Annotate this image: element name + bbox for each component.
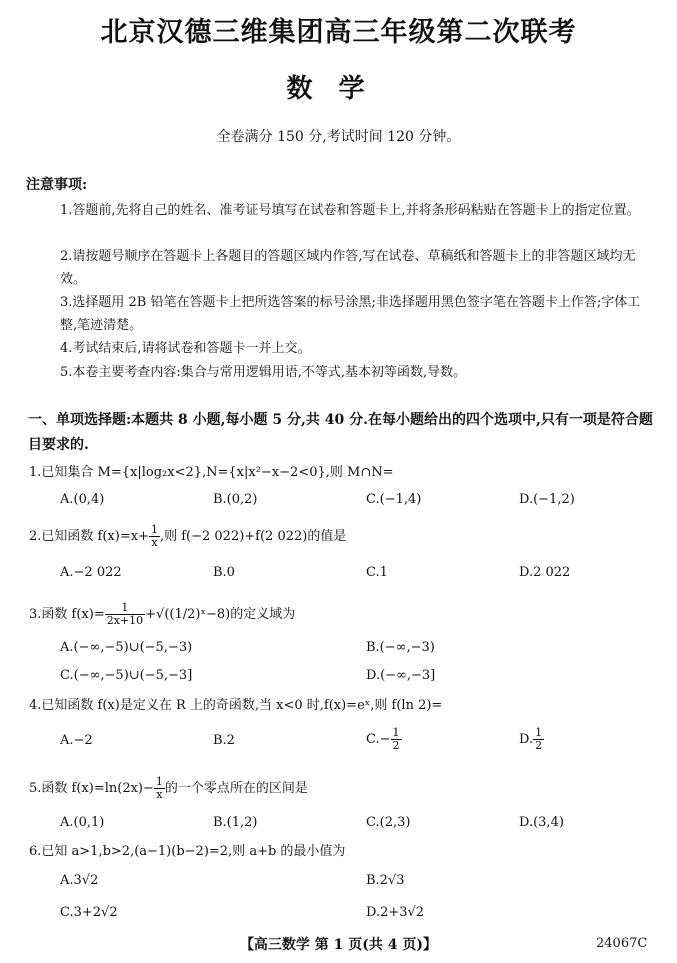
q2-numerator: 1: [150, 523, 158, 536]
q5-numerator: 1: [155, 775, 163, 788]
q1-option-a: A.(0,4): [60, 492, 105, 507]
q4-d-numerator: 1: [535, 726, 543, 739]
q3-option-a: A.(−∞,−5)∪(−5,−3): [60, 640, 193, 655]
q4-d-denominator: 2: [535, 739, 543, 752]
q4-option-a: A.−2: [60, 733, 93, 748]
note-item: 4.考试结束后,请将试卷和答题卡一并上交。: [60, 341, 311, 356]
q5-stem-part: 的一个零点所在的区间是: [164, 781, 308, 796]
q4-option-c: [366, 727, 402, 752]
section-heading: 一、单项选择题:本题共 8 小题,每小题 5 分,共 40 分.在每小题给出的四个选项中,只有一项是符合题目要求的.: [28, 412, 653, 453]
q2-option-d: D.2 022: [519, 565, 571, 580]
q2-option-b: B.0: [213, 565, 235, 580]
q5-fraction: [154, 776, 165, 801]
q2-fraction: [149, 524, 160, 549]
q4-option-b: B.2: [213, 733, 235, 748]
question-6-stem: 6.已知 a>1,b>2,(a−1)(b−2)=2,则 a+b 的最小值为: [29, 844, 346, 859]
q6-option-d: D.2+3√2: [366, 905, 425, 920]
q4-option-d-fraction: [533, 727, 544, 752]
q3-denominator: 2x+10: [106, 614, 144, 627]
q3-numerator: 1: [105, 602, 145, 615]
q4-c-denominator: 2: [392, 739, 400, 752]
exam-title: 北京汉德三维集团高三年级第二次联考: [100, 17, 577, 48]
q3-option-b: B.(−∞,−3): [366, 640, 435, 655]
q4-option-d-label: D.: [519, 732, 534, 747]
q1-option-b: B.(0,2): [213, 492, 258, 507]
q5-option-b: B.(1,2): [213, 815, 258, 830]
q6-option-c: C.3+2√2: [60, 905, 118, 920]
question-2-stem: [29, 524, 649, 549]
q4-option-c-label: C.−: [366, 732, 391, 747]
page-footer: 【高三数学 第 1 页(共 4 页)】: [239, 937, 438, 953]
note-item: 1.答题前,先将自己的姓名、准考证号填写在试卷和答题卡上,并将条形码粘贴在答题卡上的指定位置。: [60, 203, 640, 218]
q2-option-c: C.1: [366, 565, 388, 580]
q4-option-c-fraction: [391, 727, 402, 752]
q4-option-d: [519, 727, 544, 752]
notes-heading: 注意事项:: [26, 177, 88, 193]
q2-option-a: A.−2 022: [60, 565, 122, 580]
q3-radical: +√((1/2)ˣ−8): [145, 607, 231, 622]
q2-stem-part: ,则 f(−2 022)+f(2 022)的值是: [159, 529, 347, 544]
q3-fraction: [105, 602, 145, 627]
q6-option-b: B.2√3: [366, 873, 405, 888]
question-4-stem: 4.已知函数 f(x)是定义在 R 上的奇函数,当 x<0 时,f(x)=eˣ,则 f(ln 2)=: [29, 698, 443, 713]
question-5-stem: [29, 776, 649, 801]
q5-stem-part: 5.函数 f(x)=ln(2x)−: [29, 781, 154, 796]
q2-stem-part: 2.已知函数 f(x)=x+: [29, 529, 149, 544]
q5-denominator: x: [156, 788, 163, 801]
subject-title: 数学: [286, 74, 391, 104]
question-3-stem: [29, 602, 649, 627]
q5-option-a: A.(0,1): [60, 815, 105, 830]
q5-option-d: D.(3,4): [519, 815, 564, 830]
note-item: 5.本卷主要考查内容:集合与常用逻辑用语,不等式,基本初等函数,导数。: [60, 365, 467, 380]
note-item: 2.请按题号顺序在答题卡上各题目的答题区域内作答,写在试卷、草稿纸和答题卡上的非答题区域均无效。: [60, 249, 636, 287]
q4-c-numerator: 1: [392, 726, 400, 739]
exam-meta: 全卷满分 150 分,考试时间 120 分钟。: [216, 129, 461, 145]
q5-option-c: C.(2,3): [366, 815, 411, 830]
q3-option-c: C.(−∞,−5)∪(−5,−3]: [60, 668, 193, 683]
q1-option-d: D.(−1,2): [519, 492, 575, 507]
q1-option-c: C.(−1,4): [366, 492, 422, 507]
q3-stem-part: 的定义域为: [230, 607, 296, 622]
q3-stem-part: 3.函数 f(x)=: [29, 607, 105, 622]
q6-option-a: A.3√2: [60, 873, 99, 888]
question-1-stem: 1.已知集合 M={x|log₂x<2},N={x|x²−x−2<0},则 M∩N=: [29, 465, 394, 480]
paper-code: 24067C: [596, 936, 648, 951]
q3-option-d: D.(−∞,−3]: [366, 668, 436, 683]
q2-denominator: x: [151, 536, 158, 549]
note-item: 3.选择题用 2B 铅笔在答题卡上把所选答案的标号涂黑;非选择题用黑色签字笔在答题卡上作答;字体工整,笔迹清楚。: [60, 295, 641, 333]
